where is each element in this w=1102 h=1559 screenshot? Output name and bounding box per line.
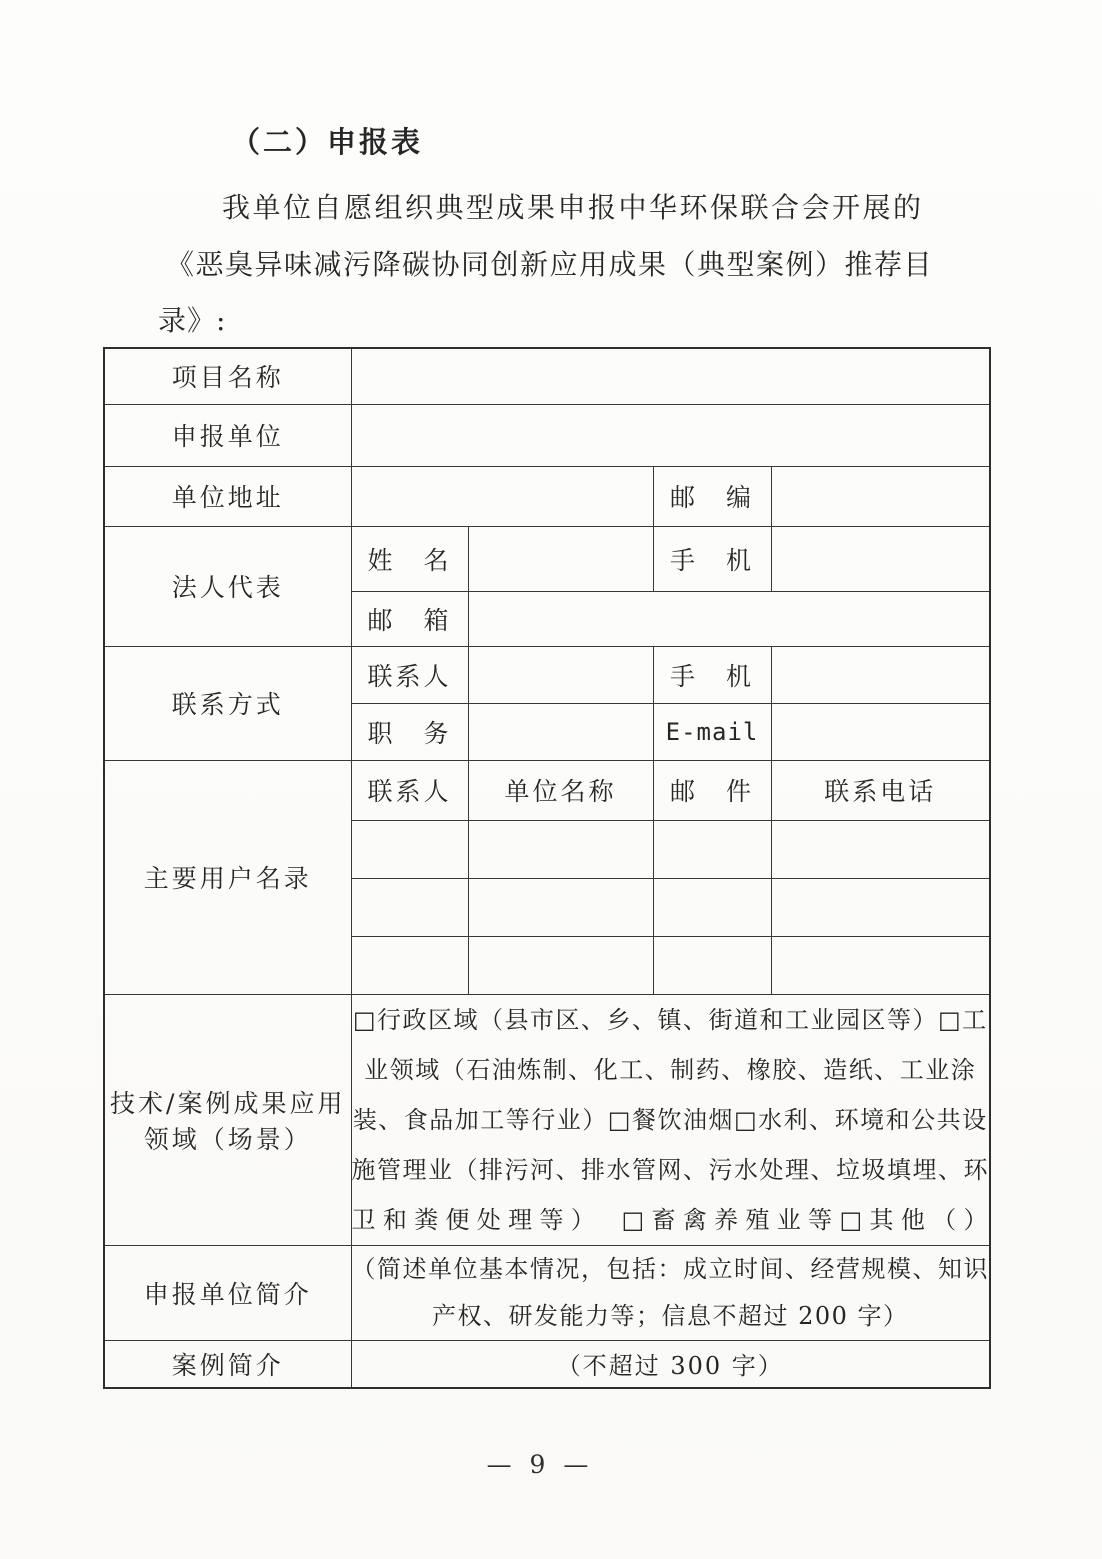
applicant-unit-value-cell [351,404,990,466]
application-form-table [103,347,991,1389]
position-label: 职 务 [351,703,468,760]
unit-address-label: 单位地址 [104,466,351,526]
unit-address-row [104,466,990,526]
users-header-mail: 邮 件 [653,760,771,820]
user2-mail-cell [653,878,771,936]
user2-phone-cell [771,878,990,936]
contact-method-label: 联系方式 [104,646,351,760]
case-profile-row [104,1340,990,1388]
unit-address-value-cell [351,466,653,526]
unit-profile-label: 申报单位简介 [104,1245,351,1340]
user3-contact-cell [351,936,468,994]
users-header-unit-name: 单位名称 [468,760,653,820]
postal-code-label: 邮 编 [653,466,771,526]
user3-unit-cell [468,936,653,994]
legal-rep-name-row [104,526,990,591]
user1-mail-cell [653,820,771,878]
user3-phone-cell [771,936,990,994]
user1-contact-cell [351,820,468,878]
contact-person-row [104,646,990,703]
intro-line-2: 《恶臭异味减污降碳协同创新应用成果（典型案例）推荐目 [166,248,934,281]
project-name-value-cell [351,348,990,404]
user3-mail-cell [653,936,771,994]
tech-field-label-line2: 领域（场景） [143,1124,312,1154]
users-header-row [104,760,990,820]
applicant-unit-label: 申报单位 [104,404,351,466]
intro-line-3: 录》: [158,304,227,337]
unit-profile-row [104,1245,990,1340]
position-value-cell [468,703,653,760]
legal-rep-name-label: 姓 名 [351,526,468,591]
section-title: （二）申报表 [231,125,424,159]
email-value-cell [771,703,990,760]
legal-rep-mailbox-label: 邮 箱 [351,591,468,646]
user2-unit-cell [468,878,653,936]
main-users-label: 主要用户名录 [104,760,351,994]
legal-rep-name-value-cell [468,526,653,591]
contact-person-value-cell [468,646,653,703]
email-label: E-mail [653,703,771,760]
case-profile-hint: （不超过 300 字） [351,1340,990,1388]
case-profile-label: 案例简介 [104,1340,351,1388]
tech-field-label-line1: 技术/案例成果应用 [110,1088,346,1118]
postal-code-value-cell [771,466,990,526]
users-header-contact-person: 联系人 [351,760,468,820]
tech-field-label [104,994,351,1245]
contact-mobile-value-cell [771,646,990,703]
contact-mobile-label: 手 机 [653,646,771,703]
user2-contact-cell [351,878,468,936]
project-name-row [104,348,990,404]
users-header-phone: 联系电话 [771,760,990,820]
legal-rep-mailbox-value-cell [468,591,990,646]
legal-rep-mobile-label: 手 机 [653,526,771,591]
unit-profile-hint: （简述单位基本情况，包括：成立时间、经营规模、知识产权、研发能力等；信息不超过 200 字） [351,1245,990,1340]
project-name-label: 项目名称 [104,348,351,404]
user1-unit-cell [468,820,653,878]
applicant-unit-row [104,404,990,466]
tech-field-options: □行政区域（县市区、乡、镇、街道和工业园区等）□工业领域（石油炼制、化工、制药、橡胶、造纸、工业涂装、食品加工等行业）□餐饮油烟□水利、环境和公共设施管理业（排污河、排水管网、污水处理、垃圾填埋、环卫和粪便处理等） □畜禽养殖业等□其他（） [351,994,990,1245]
contact-person-label: 联系人 [351,646,468,703]
page-number: — 9 — [486,1450,594,1479]
user1-phone-cell [771,820,990,878]
legal-representative-label: 法人代表 [104,526,351,646]
intro-line-1: 我单位自愿组织典型成果申报中华环保联合会开展的 [222,191,924,224]
tech-field-row [104,994,990,1245]
legal-rep-mobile-value-cell [771,526,990,591]
